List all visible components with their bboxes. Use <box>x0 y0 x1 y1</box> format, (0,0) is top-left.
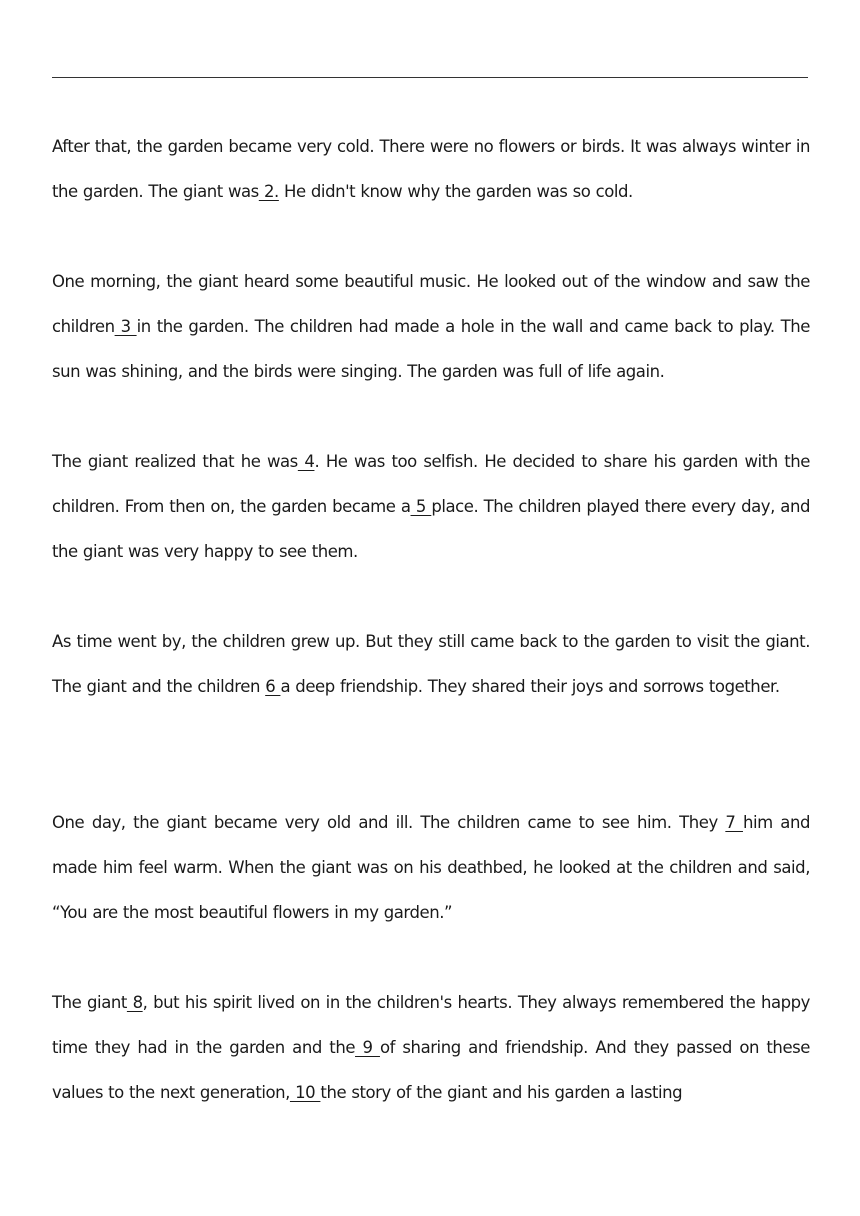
blank-2: 2. <box>258 182 279 201</box>
paragraph-text: After that, the garden became very cold. There were no flowers or birds. It was always winter in the garden. The giant was <box>52 137 810 201</box>
paragraph-2 <box>52 259 810 394</box>
paragraph-text: place. The children played there every day, and the giant was very happy to see them. <box>52 497 810 561</box>
blank-7: 7 <box>725 813 743 832</box>
blank-8: 8 <box>126 993 143 1012</box>
blank-4: 4 <box>297 452 315 471</box>
paragraph-text: . He was too selfish. He decided to share his garden with the children. From then on, the garden became a <box>52 452 811 516</box>
paragraph-text: the story of the giant and his garden a lasting <box>320 1083 683 1102</box>
paragraph-text: , but his spirit lived on in the children's hearts. They always remembered the happy time they had in the garden and the <box>52 993 810 1057</box>
paragraph-text: in the garden. The children had made a hole in the wall and came back to play. The sun was shining, and the birds were singing. The garden was full of life again. <box>52 317 810 381</box>
paragraph-text: As time went by, the children grew up. But they still came back to the garden to visit the giant. The giant and the children <box>52 632 810 696</box>
blank-6: 6 <box>265 677 281 696</box>
paragraph-6 <box>52 980 810 1115</box>
paragraph-text: The giant <box>52 993 127 1012</box>
paragraph-text: He didn't know why the garden was so cold. <box>278 182 633 201</box>
header-rule <box>52 77 808 78</box>
paragraph-5 <box>52 800 810 935</box>
paragraph-1 <box>52 124 810 214</box>
paragraph-text: of sharing and friendship. And they passed on these values to the next generation, <box>52 1038 810 1102</box>
paragraph-text: him and made him feel warm. When the giant was on his deathbed, he looked at the children and said, “You are the most beautiful flowers in my garden.” <box>52 813 810 922</box>
paragraph-3 <box>52 439 810 574</box>
paragraph-text: One day, the giant became very old and ill. The children came to see him. They <box>52 813 726 832</box>
paragraph-text: The giant realized that he was <box>52 452 298 471</box>
paragraph-4 <box>52 619 810 709</box>
paragraph-text: a deep friendship. They shared their joys and sorrows together. <box>280 677 780 696</box>
blank-9: 9 <box>355 1038 380 1057</box>
blank-5: 5 <box>410 497 432 516</box>
blank-10: 10 <box>289 1083 321 1102</box>
paragraph-text: One morning, the giant heard some beautiful music. He looked out of the window and saw the children <box>52 272 810 336</box>
blank-3: 3 <box>114 317 137 336</box>
